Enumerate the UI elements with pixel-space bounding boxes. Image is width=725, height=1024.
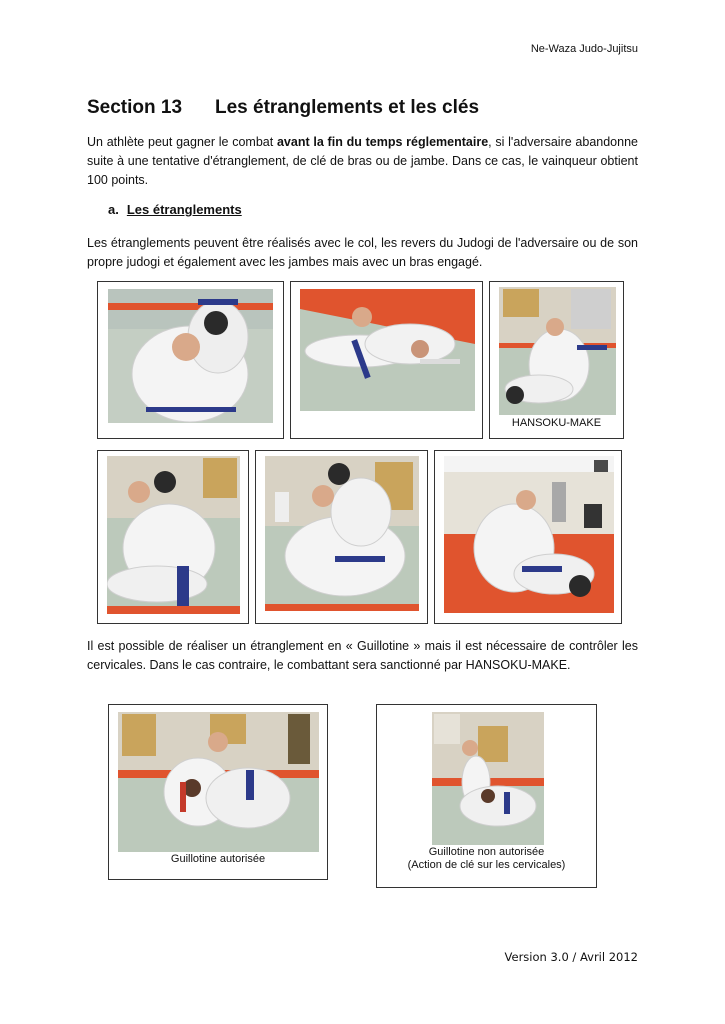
- photo-frame-2: [290, 281, 483, 439]
- photo-strangle-back: [444, 456, 614, 613]
- photo-strangle-seated-1: [107, 456, 240, 614]
- document-footer-version: Version 3.0 / Avril 2012: [504, 950, 638, 964]
- guillotine-paragraph: Il est possible de réaliser un étranglement en « Guillotine » mais il est nécessaire de contrôler les cervicales. Dans le cas contraire, le combattant sera sanctionné par HANSOKU-MAKE.: [87, 639, 638, 672]
- photo-frame-guillotine-forbidden: [376, 704, 597, 888]
- document-header: Ne-Waza Judo-Jujitsu: [530, 43, 638, 55]
- photo-guillotine-allowed: [118, 712, 319, 852]
- intro-text-end: , si l'adversaire abandonne suite à une tentative d'étranglement, de clé de bras ou de jambe. Dans ce cas, le vainqueur obtient 100 points.: [87, 135, 638, 187]
- photo-frame-1: [97, 281, 284, 439]
- photo-strangle-lying: [300, 289, 475, 411]
- section-heading: [87, 97, 479, 119]
- caption-hansoku-make: HANSOKU-MAKE: [511, 417, 602, 429]
- photo-frame-4: [97, 450, 249, 624]
- photo-frame-3: [489, 281, 624, 439]
- photo-frame-guillotine-allowed: [108, 704, 328, 880]
- intro-bold-text: avant la fin du temps réglementaire: [276, 135, 489, 149]
- caption-guillotine-forbidden-line2: (Action de clé sur les cervicales): [407, 859, 566, 871]
- strangles-paragraph: Les étranglements peuvent être réalisés avec le col, les revers du Judogi de l'adversaire ou de son propre judogi et également avec les jambes mais avec un bras engagé.: [87, 236, 638, 269]
- caption-guillotine-forbidden-line1: Guillotine non autorisée: [428, 846, 545, 858]
- intro-text-start: Un athlète peut gagner le combat: [87, 135, 277, 149]
- subsection-title: Les étranglements: [126, 202, 242, 217]
- caption-guillotine-allowed: Guillotine autorisée: [170, 853, 266, 865]
- photo-frame-5: [255, 450, 428, 624]
- section-title: Les étranglements et les clés: [215, 97, 480, 118]
- caption-guillotine-forbidden: [377, 846, 596, 872]
- photo-strangle-kneeling: [108, 289, 273, 423]
- photo-strangle-legs: [499, 287, 616, 415]
- subsection-heading: [108, 202, 242, 217]
- photo-guillotine-forbidden: [432, 712, 544, 845]
- subsection-letter: a.: [108, 202, 119, 217]
- photo-strangle-seated-2: [265, 456, 419, 611]
- section-number: Section 13: [87, 97, 183, 118]
- intro-paragraph: [87, 133, 638, 190]
- photo-frame-6: [434, 450, 622, 624]
